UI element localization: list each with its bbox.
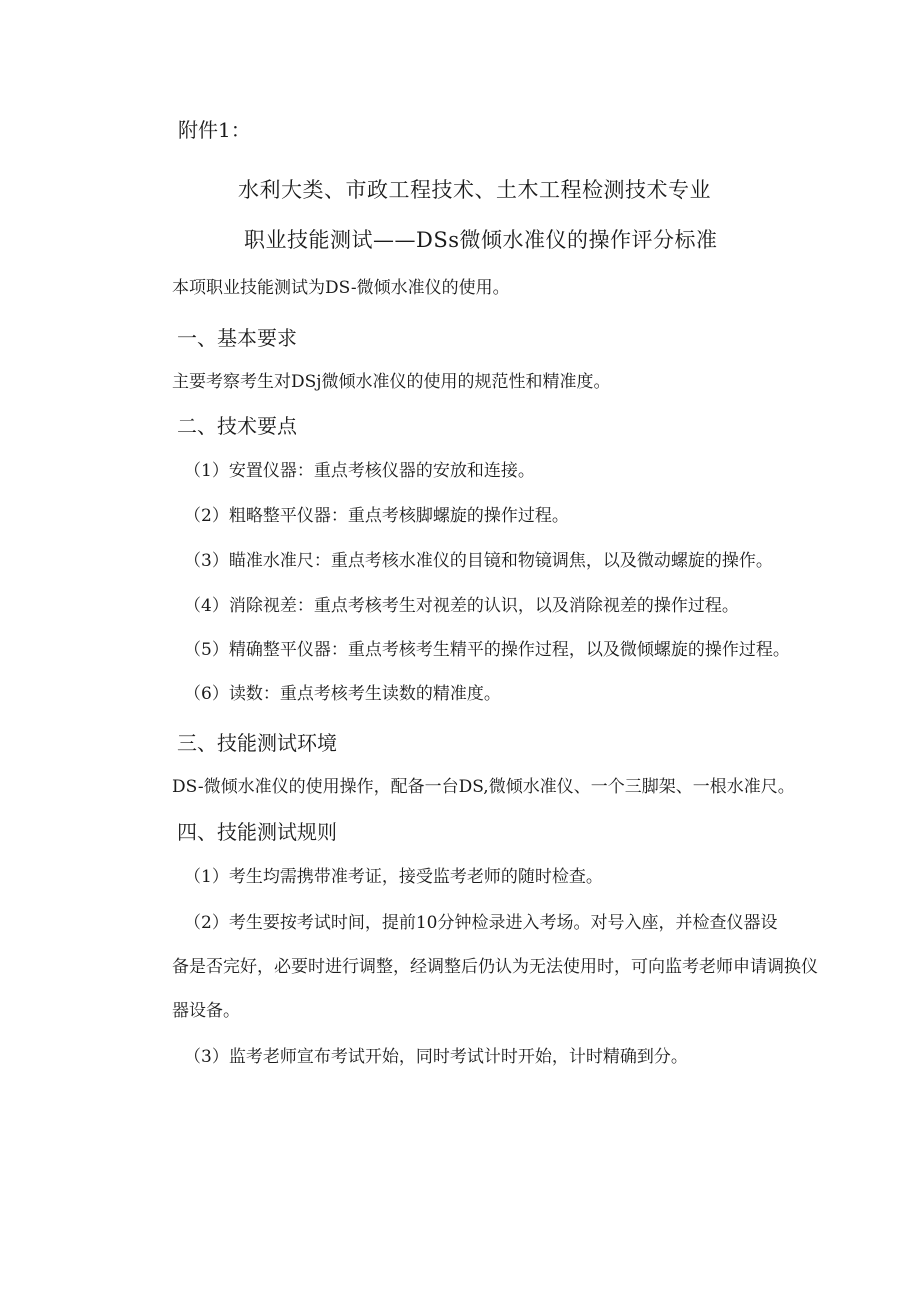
section-1-heading: 一、基本要求 xyxy=(177,326,297,350)
section-4-heading: 四、技能测试规则 xyxy=(177,820,337,844)
list-item: （4）消除视差：重点考核考生对视差的认识，以及消除视差的操作过程。 xyxy=(184,596,739,616)
list-item: （6）读数：重点考核考生读数的精准度。 xyxy=(184,684,501,704)
title-line-1: 水利大类、市政工程技术、土木工程检测技术专业 xyxy=(238,178,711,202)
list-item: （3）瞄准水准尺：重点考核水准仪的目镜和物镜调焦，以及微动螺旋的操作。 xyxy=(184,551,773,571)
list-item: （2）粗略整平仪器：重点考核脚螺旋的操作过程。 xyxy=(184,506,569,526)
list-item: （1）安置仪器：重点考核仪器的安放和连接。 xyxy=(184,461,535,481)
intro-paragraph: 本项职业技能测试为DS-微倾水准仪的使用。 xyxy=(172,278,510,298)
title-line-2: 职业技能测试——DSs微倾水准仪的操作评分标准 xyxy=(244,228,718,252)
section-1-text: 主要考察考生对DSj微倾水准仪的使用的规范性和精准度。 xyxy=(172,372,611,392)
rule-3: （3）监考老师宣布考试开始，同时考试计时开始，计时精确到分。 xyxy=(184,1047,688,1067)
attachment-label: 附件1： xyxy=(178,118,251,142)
section-3-text: DS-微倾水准仪的使用操作，配备一台DS,微倾水准仪、一个三脚架、一根水准尺。 xyxy=(172,777,795,797)
rule-2-line-3: 器设备。 xyxy=(172,1001,240,1021)
list-item: （5）精确整平仪器：重点考核考生精平的操作过程，以及微倾螺旋的操作过程。 xyxy=(184,640,790,660)
rule-2-line-2: 备是否完好，必要时进行调整，经调整后仍认为无法使用时，可向监考老师申请调换仪 xyxy=(172,957,818,977)
rule-1: （1）考生均需携带准考证，接受监考老师的随时检查。 xyxy=(184,867,603,887)
rule-2-line-1: （2）考生要按考试时间，提前10分钟检录进入考场。对号入座，并检查仪器设 xyxy=(184,913,778,933)
section-2-heading: 二、技术要点 xyxy=(177,414,297,438)
section-3-heading: 三、技能测试环境 xyxy=(177,731,337,755)
